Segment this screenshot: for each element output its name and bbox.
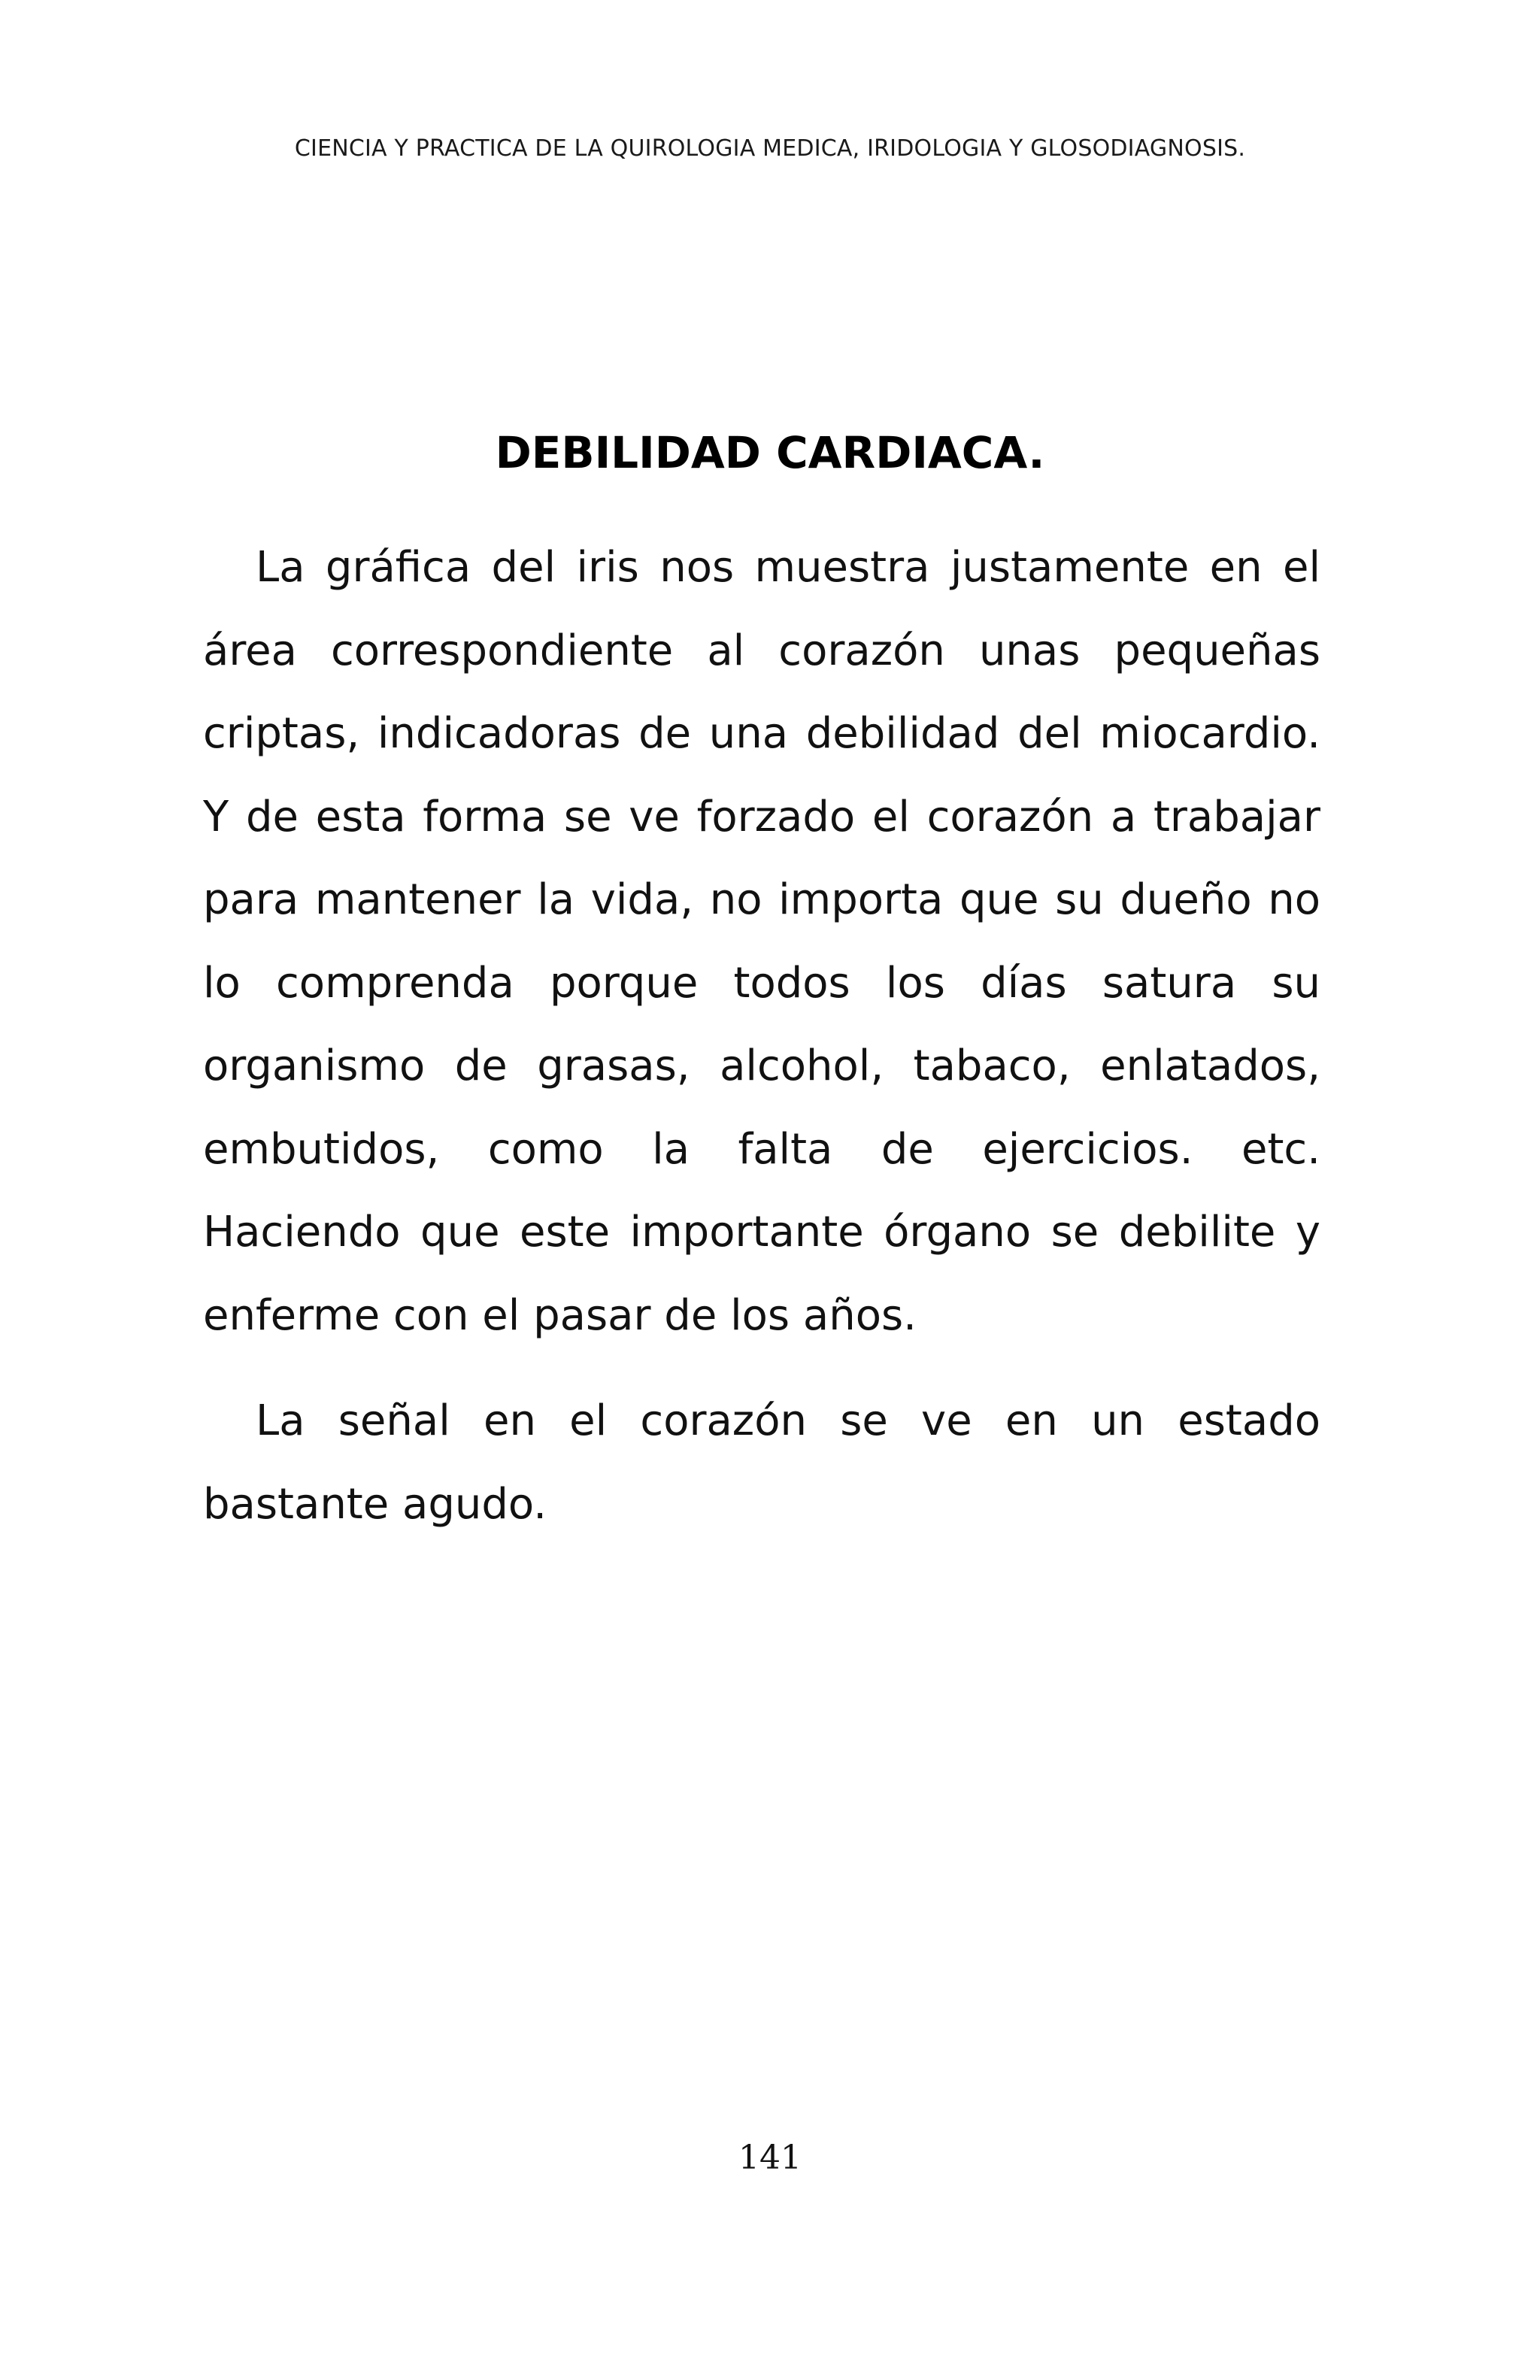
- section-title: DEBILIDAD CARDIACA.: [495, 427, 1045, 478]
- paragraph: La señal en el corazón se ve en un estado bastante agudo.: [203, 1396, 1320, 1529]
- page-number: 141: [738, 2139, 802, 2177]
- paragraph: La gráfica del iris nos muestra justamente en el área correspondiente al corazón unas pequeñas criptas, indicadoras de una debilidad del miocardio. Y de esta forma se ve forzado el corazón a trabajar para mantener la vida, no importa que su dueño no lo comprenda porque todos los días satura su organismo de grasas, alcohol, tabaco, enlatados, embutidos, como la falta de ejercicios. etc. Haciendo que este importante órgano se debilite y enferme con el pasar de los años.: [203, 543, 1320, 1340]
- running-header: CIENCIA Y PRACTICA DE LA QUIROLOGIA MEDICA, IRIDOLOGIA Y GLOSODIAGNOSIS.: [294, 135, 1246, 162]
- body-text: [203, 526, 1320, 1546]
